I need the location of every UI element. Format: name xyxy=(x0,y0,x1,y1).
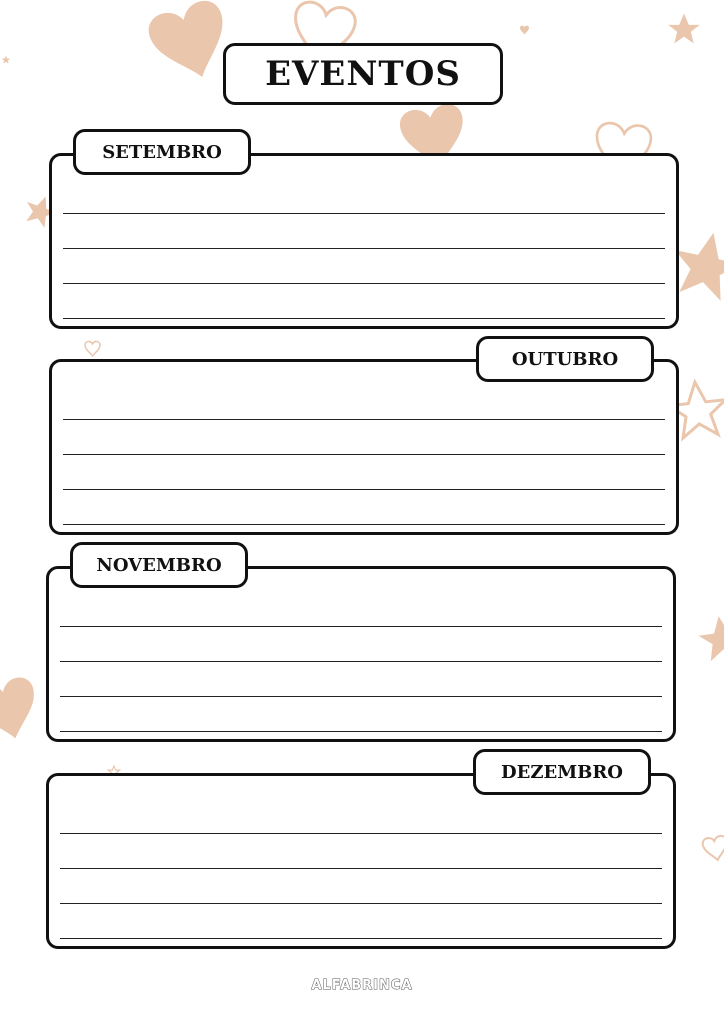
month-tab-setembro xyxy=(73,129,251,175)
writing-line xyxy=(60,661,662,662)
star-icon xyxy=(668,14,699,44)
month-tab-dezembro xyxy=(473,749,651,795)
notes-box-setembro[interactable] xyxy=(49,153,679,329)
writing-line xyxy=(60,833,662,834)
writing-line xyxy=(63,248,665,249)
writing-line xyxy=(60,903,662,904)
month-tab-novembro xyxy=(70,542,248,588)
writing-line xyxy=(63,489,665,490)
writing-line xyxy=(63,419,665,420)
page-title-box xyxy=(223,43,503,105)
writing-line xyxy=(63,213,665,214)
notes-box-outubro[interactable] xyxy=(49,359,679,535)
writing-line xyxy=(63,454,665,455)
writing-line xyxy=(60,626,662,627)
heart-outline-icon xyxy=(520,26,529,35)
heart-icon xyxy=(0,674,44,746)
star-icon xyxy=(2,56,11,64)
notes-box-dezembro[interactable] xyxy=(46,773,676,949)
heart-outline-icon xyxy=(85,341,100,356)
month-label: OUTUBRO xyxy=(511,348,619,370)
notes-box-novembro[interactable] xyxy=(46,566,676,742)
heart-outline-icon xyxy=(702,835,724,862)
writing-line xyxy=(63,524,665,525)
writing-line xyxy=(60,868,662,869)
month-label: SETEMBRO xyxy=(102,141,222,163)
writing-line xyxy=(60,696,662,697)
page-title: EVENTOS xyxy=(265,54,461,94)
star-icon xyxy=(696,613,724,662)
writing-line xyxy=(60,731,662,732)
brand-footer: ALFABRINCA xyxy=(311,978,413,993)
writing-line xyxy=(63,318,665,319)
month-tab-outubro xyxy=(476,336,654,382)
writing-line xyxy=(60,938,662,939)
month-label: DEZEMBRO xyxy=(501,761,623,783)
month-label: NOVEMBRO xyxy=(96,554,222,576)
writing-line xyxy=(63,283,665,284)
